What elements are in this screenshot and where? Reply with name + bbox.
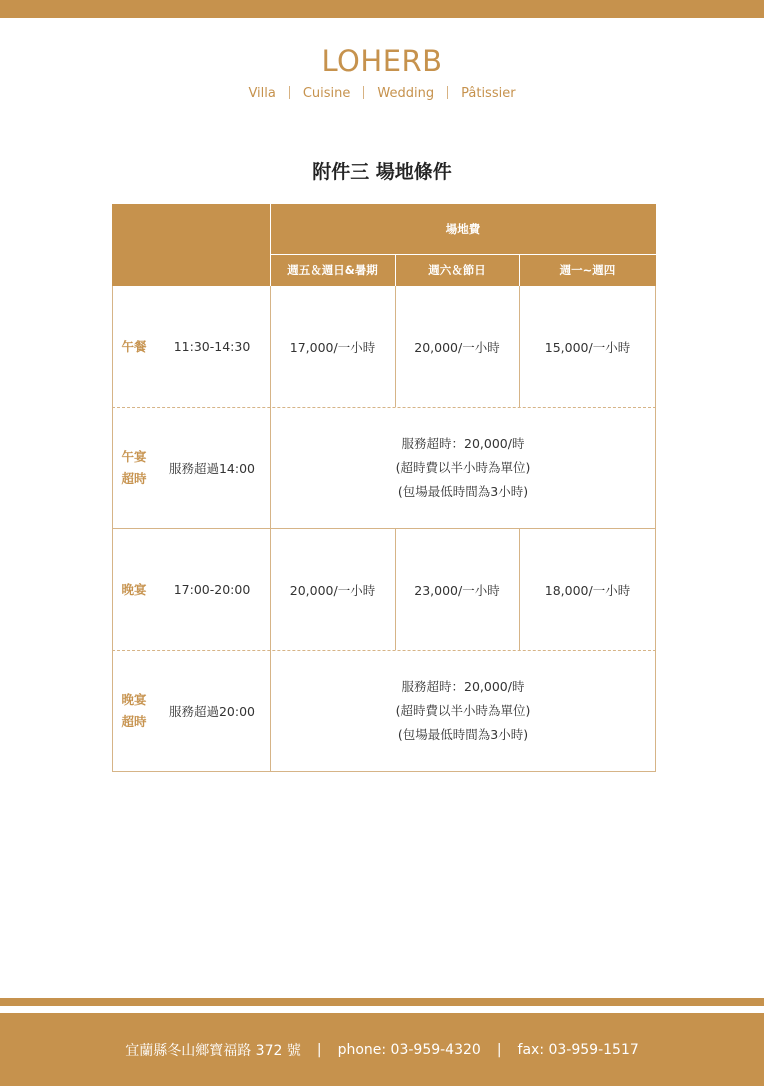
row-time-dinner-overtime: 服務超過20:00 [168, 703, 256, 719]
col-header-mon-thu: 週一~週四 [519, 254, 656, 286]
header-divider [270, 204, 271, 286]
header-divider [271, 254, 656, 255]
header-blank-cell [112, 204, 270, 286]
overtime-fee: 服務超時：20,000/時 [401, 435, 525, 451]
venue-fee-table [112, 204, 656, 772]
footer-address: 宜蘭縣冬山鄉寶福路 372 號 [125, 1042, 301, 1059]
page-title: 附件三 場地條件 [312, 161, 452, 183]
price-lunch-sat-holiday: 20,000/一小時 [414, 339, 500, 355]
footer-separator: | [316, 1041, 322, 1058]
row-time-dinner: 17:00-20:00 [173, 582, 251, 597]
footer-separator: | [496, 1041, 502, 1058]
overtime-unit-note: (超時費以半小時為單位) [395, 459, 531, 475]
overtime-terms-dinner [270, 650, 656, 771]
tagline-villa: Villa [248, 86, 276, 101]
footer-accent-line [0, 998, 764, 1006]
overtime-fee: 服務超時：20,000/時 [401, 678, 525, 694]
row-label-lunch-overtime: 午宴 超時 [121, 448, 147, 486]
row-label-dinner: 晚宴 [121, 581, 147, 597]
tagline-patissier: Pâtissier [461, 86, 516, 101]
footer-fax: fax: 03-959-1517 [517, 1041, 639, 1058]
row-label-dinner-overtime: 晚宴 超時 [121, 691, 147, 729]
tagline-cuisine: Cuisine [302, 86, 351, 101]
row-time-lunch: 11:30-14:30 [173, 339, 251, 354]
minimum-booking-note: (包場最低時間為3小時) [397, 483, 529, 499]
table-border-bottom [112, 771, 656, 772]
price-dinner-fri-sun: 20,000/一小時 [289, 582, 376, 598]
col-header-fri-sun: 週五＆週日&暑期 [270, 254, 395, 286]
row-time-lunch-overtime: 服務超過14:00 [168, 460, 256, 476]
price-dinner-mon-thu: 18,000/一小時 [544, 582, 631, 598]
price-lunch-mon-thu: 15,000/一小時 [544, 339, 631, 355]
tagline-divider [289, 86, 290, 99]
top-accent-bar [0, 0, 764, 18]
price-lunch-fri-sun: 17,000/一小時 [289, 339, 376, 355]
price-dinner-sat-holiday: 23,000/一小時 [414, 582, 500, 598]
header-divider [395, 254, 396, 286]
tagline-divider [447, 86, 448, 99]
header-divider [519, 254, 520, 286]
brand-tagline [0, 86, 764, 101]
footer-bar [0, 1013, 764, 1086]
footer-phone[interactable]: phone: 03-959-4320 [337, 1041, 481, 1058]
overtime-unit-note: (超時費以半小時為單位) [395, 702, 531, 718]
overtime-terms-lunch [270, 407, 656, 528]
brand-logo: LOHERB [321, 44, 443, 78]
tagline-divider [363, 86, 364, 99]
row-label-lunch: 午餐 [121, 338, 147, 354]
tagline-wedding: Wedding [377, 86, 435, 101]
minimum-booking-note: (包場最低時間為3小時) [397, 726, 529, 742]
venue-fee-header: 場地費 [270, 204, 656, 254]
col-header-sat-holiday: 週六＆節日 [395, 254, 519, 286]
